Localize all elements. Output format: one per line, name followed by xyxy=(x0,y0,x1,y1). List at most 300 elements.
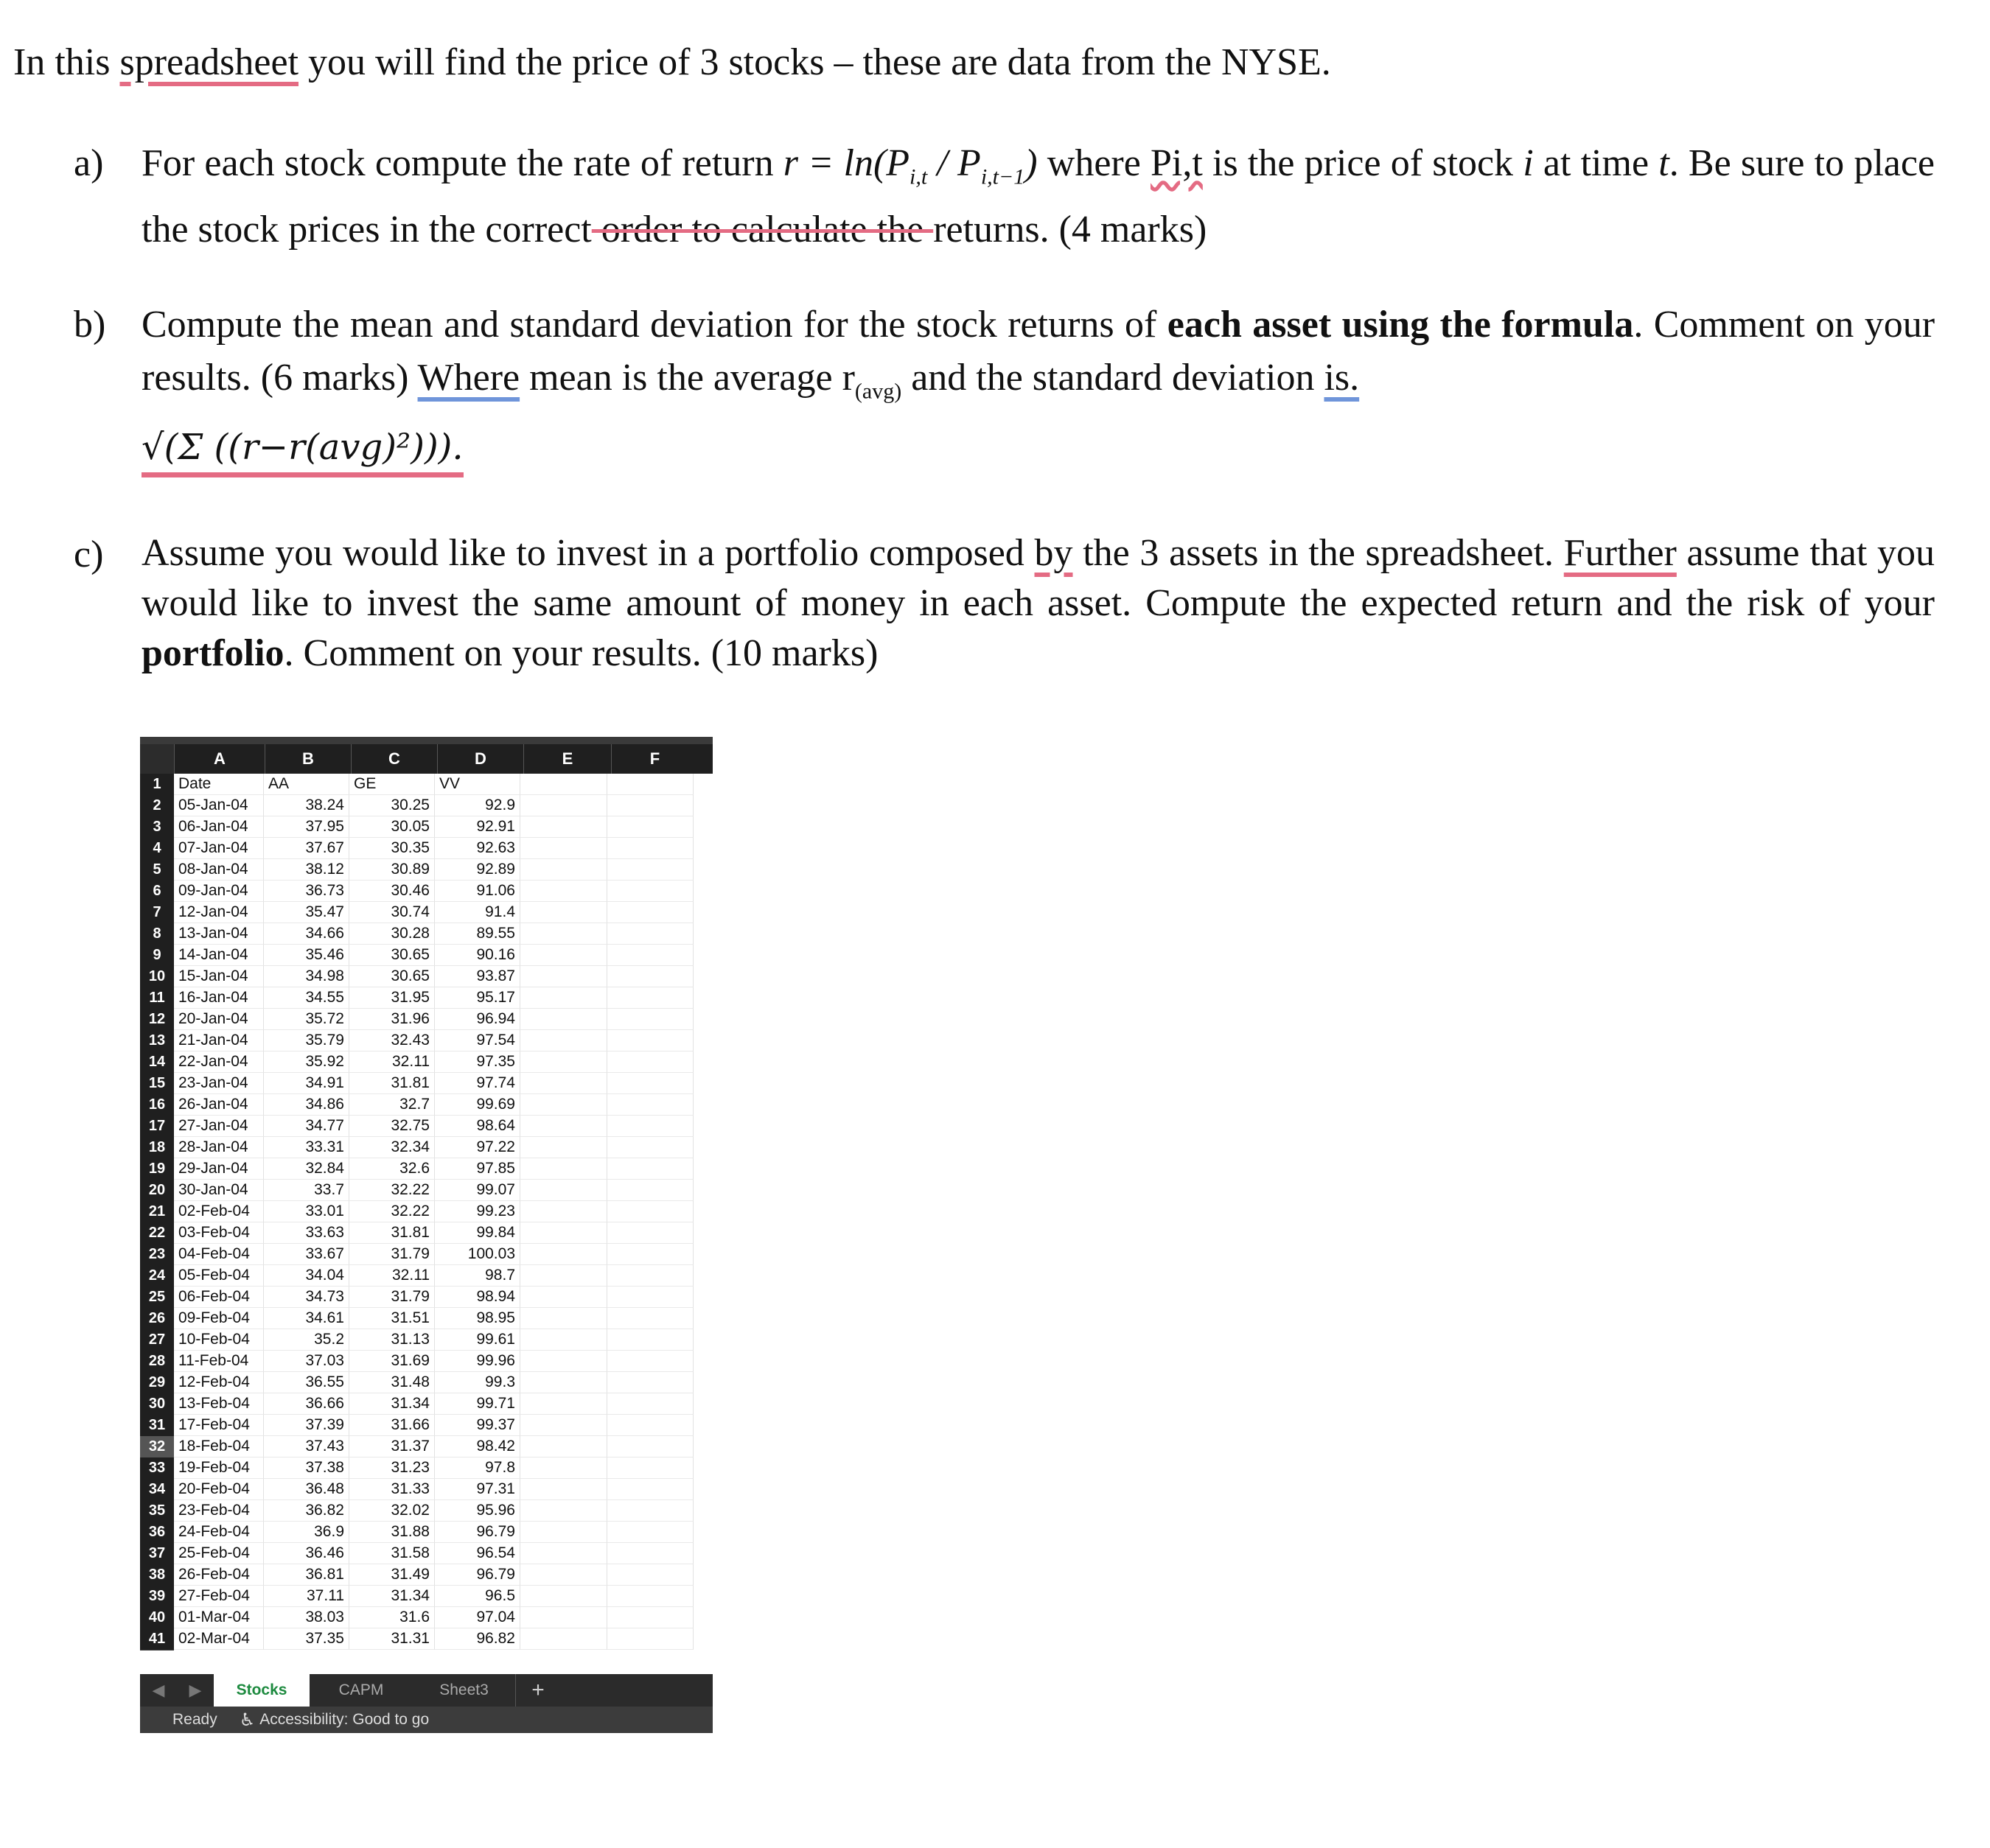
cell[interactable]: 32.02 xyxy=(349,1500,435,1522)
cell[interactable] xyxy=(607,1522,694,1543)
row-number[interactable]: 15 xyxy=(140,1073,174,1095)
cell[interactable]: 07-Jan-04 xyxy=(174,838,264,859)
row-number[interactable]: 31 xyxy=(140,1415,174,1437)
cell[interactable] xyxy=(607,1543,694,1564)
cell[interactable]: 97.22 xyxy=(435,1137,520,1158)
cell[interactable]: 99.23 xyxy=(435,1201,520,1222)
row-number[interactable]: 14 xyxy=(140,1051,174,1074)
cell[interactable]: 31.51 xyxy=(349,1308,435,1329)
cell[interactable]: 37.03 xyxy=(264,1351,349,1372)
column-header-c[interactable]: C xyxy=(352,744,438,774)
cell[interactable] xyxy=(520,774,607,795)
cell[interactable] xyxy=(520,1586,607,1607)
cell[interactable] xyxy=(520,1500,607,1522)
cell[interactable]: 90.16 xyxy=(435,945,520,966)
cell[interactable]: 31.48 xyxy=(349,1372,435,1393)
cell[interactable]: 33.7 xyxy=(264,1180,349,1201)
cell[interactable]: 96.82 xyxy=(435,1628,520,1650)
cell[interactable]: 31.34 xyxy=(349,1393,435,1415)
row-number[interactable]: 39 xyxy=(140,1586,174,1608)
cell[interactable]: 30-Jan-04 xyxy=(174,1180,264,1201)
cell[interactable]: 34.73 xyxy=(264,1287,349,1308)
cell[interactable] xyxy=(520,1607,607,1628)
row-number[interactable]: 20 xyxy=(140,1180,174,1202)
cell[interactable]: 29-Jan-04 xyxy=(174,1158,264,1180)
cell[interactable]: 32.34 xyxy=(349,1137,435,1158)
row-number[interactable]: 26 xyxy=(140,1308,174,1330)
cell[interactable]: 24-Feb-04 xyxy=(174,1522,264,1543)
cell[interactable]: 36.48 xyxy=(264,1479,349,1500)
cell[interactable]: 31.31 xyxy=(349,1628,435,1650)
cell[interactable]: 93.87 xyxy=(435,966,520,987)
cell[interactable] xyxy=(520,1158,607,1180)
cell[interactable]: 97.54 xyxy=(435,1030,520,1051)
cell[interactable]: 91.4 xyxy=(435,902,520,923)
row-number[interactable]: 1 xyxy=(140,774,174,796)
cell[interactable]: 31.66 xyxy=(349,1415,435,1436)
cell[interactable]: 16-Jan-04 xyxy=(174,987,264,1009)
cell[interactable] xyxy=(607,1436,694,1457)
row-number[interactable]: 5 xyxy=(140,859,174,881)
select-all-corner[interactable] xyxy=(140,744,175,774)
scroll-tabs-left-icon[interactable]: ◀ xyxy=(152,1681,165,1699)
cell[interactable]: 34.77 xyxy=(264,1116,349,1137)
cell[interactable] xyxy=(607,1351,694,1372)
cell[interactable]: 34.98 xyxy=(264,966,349,987)
cell[interactable]: 31.58 xyxy=(349,1543,435,1564)
row-number[interactable]: 3 xyxy=(140,816,174,839)
cell[interactable]: 31.33 xyxy=(349,1479,435,1500)
cell[interactable]: 30.65 xyxy=(349,966,435,987)
cell[interactable]: 30.25 xyxy=(349,795,435,816)
cell[interactable] xyxy=(520,1244,607,1265)
tab-sheet3[interactable]: Sheet3 xyxy=(413,1674,516,1707)
cell[interactable]: 21-Jan-04 xyxy=(174,1030,264,1051)
cell[interactable] xyxy=(607,859,694,881)
cell[interactable] xyxy=(607,1287,694,1308)
cell[interactable]: 02-Feb-04 xyxy=(174,1201,264,1222)
cell[interactable]: 97.85 xyxy=(435,1158,520,1180)
cell[interactable]: 06-Feb-04 xyxy=(174,1287,264,1308)
cell[interactable] xyxy=(607,1457,694,1479)
cell[interactable]: 32.22 xyxy=(349,1180,435,1201)
cell[interactable] xyxy=(520,1372,607,1393)
cell[interactable]: 30.46 xyxy=(349,881,435,902)
column-header-e[interactable]: E xyxy=(524,744,612,774)
cell[interactable] xyxy=(520,1436,607,1457)
cell[interactable]: 96.54 xyxy=(435,1543,520,1564)
row-number[interactable]: 40 xyxy=(140,1607,174,1629)
cell[interactable] xyxy=(520,1351,607,1372)
cell[interactable]: 31.88 xyxy=(349,1522,435,1543)
cell[interactable]: 13-Jan-04 xyxy=(174,923,264,945)
cell[interactable]: 33.67 xyxy=(264,1244,349,1265)
cell[interactable]: 99.37 xyxy=(435,1415,520,1436)
cell[interactable]: 30.65 xyxy=(349,945,435,966)
cell[interactable] xyxy=(607,1094,694,1116)
column-header-f[interactable]: F xyxy=(649,749,660,768)
cell[interactable]: 34.04 xyxy=(264,1265,349,1287)
cell[interactable] xyxy=(607,1329,694,1351)
cell[interactable]: 36.66 xyxy=(264,1393,349,1415)
row-number[interactable]: 6 xyxy=(140,881,174,903)
cell[interactable]: 26-Feb-04 xyxy=(174,1564,264,1586)
cell[interactable] xyxy=(520,1457,607,1479)
cell[interactable] xyxy=(520,816,607,838)
cell[interactable]: 31.49 xyxy=(349,1564,435,1586)
cell[interactable]: 09-Jan-04 xyxy=(174,881,264,902)
add-sheet-button[interactable]: + xyxy=(531,1678,545,1702)
cell[interactable]: 98.42 xyxy=(435,1436,520,1457)
cell[interactable]: 27-Feb-04 xyxy=(174,1586,264,1607)
cell[interactable]: 96.79 xyxy=(435,1564,520,1586)
cell[interactable] xyxy=(607,1073,694,1094)
row-number[interactable]: 27 xyxy=(140,1329,174,1351)
cell[interactable] xyxy=(607,1201,694,1222)
cell[interactable] xyxy=(520,1543,607,1564)
cell[interactable]: 35.79 xyxy=(264,1030,349,1051)
cell[interactable]: 97.74 xyxy=(435,1073,520,1094)
cell[interactable]: 37.38 xyxy=(264,1457,349,1479)
cell[interactable]: 02-Mar-04 xyxy=(174,1628,264,1650)
cell[interactable] xyxy=(520,1222,607,1244)
cell[interactable] xyxy=(520,902,607,923)
cell[interactable]: 33.63 xyxy=(264,1222,349,1244)
cell[interactable]: 99.07 xyxy=(435,1180,520,1201)
cell[interactable]: 09-Feb-04 xyxy=(174,1308,264,1329)
cell[interactable] xyxy=(520,1308,607,1329)
cell[interactable]: 31.34 xyxy=(349,1586,435,1607)
cell[interactable]: 27-Jan-04 xyxy=(174,1116,264,1137)
cell[interactable]: 37.95 xyxy=(264,816,349,838)
cell[interactable]: 34.55 xyxy=(264,987,349,1009)
cell[interactable]: 14-Jan-04 xyxy=(174,945,264,966)
row-number[interactable]: 35 xyxy=(140,1500,174,1522)
row-number[interactable]: 34 xyxy=(140,1479,174,1501)
row-number[interactable]: 25 xyxy=(140,1287,174,1309)
column-header-a[interactable]: A xyxy=(175,744,265,774)
row-number[interactable]: 29 xyxy=(140,1372,174,1394)
cell[interactable]: 30.35 xyxy=(349,838,435,859)
cell[interactable]: 23-Feb-04 xyxy=(174,1500,264,1522)
cell[interactable]: 33.01 xyxy=(264,1201,349,1222)
cell[interactable]: 99.3 xyxy=(435,1372,520,1393)
accessibility-icon[interactable]: ♿ xyxy=(239,1709,256,1730)
cell[interactable] xyxy=(520,795,607,816)
cell[interactable]: 96.79 xyxy=(435,1522,520,1543)
cell[interactable]: 100.03 xyxy=(435,1244,520,1265)
row-number[interactable]: 30 xyxy=(140,1393,174,1415)
cell[interactable]: 89.55 xyxy=(435,923,520,945)
cell[interactable]: 30.05 xyxy=(349,816,435,838)
cell[interactable]: 36.81 xyxy=(264,1564,349,1586)
cell[interactable] xyxy=(520,1030,607,1051)
cell[interactable] xyxy=(607,1244,694,1265)
cell[interactable] xyxy=(520,1180,607,1201)
cell[interactable] xyxy=(607,1265,694,1287)
cell[interactable]: 99.96 xyxy=(435,1351,520,1372)
cell[interactable]: 01-Mar-04 xyxy=(174,1607,264,1628)
cell[interactable] xyxy=(520,1522,607,1543)
cell[interactable] xyxy=(520,1329,607,1351)
cell[interactable] xyxy=(520,1415,607,1436)
tab-capm[interactable]: CAPM xyxy=(338,1681,384,1698)
cell[interactable] xyxy=(520,1265,607,1287)
cell[interactable]: 97.35 xyxy=(435,1051,520,1073)
cell[interactable]: 99.84 xyxy=(435,1222,520,1244)
cell[interactable]: 38.03 xyxy=(264,1607,349,1628)
row-number[interactable]: 17 xyxy=(140,1116,174,1138)
cell[interactable] xyxy=(607,1607,694,1628)
cell[interactable]: 97.8 xyxy=(435,1457,520,1479)
cell[interactable] xyxy=(520,1116,607,1137)
cell[interactable]: 30.74 xyxy=(349,902,435,923)
cell[interactable]: GE xyxy=(349,774,435,795)
row-number[interactable]: 13 xyxy=(140,1030,174,1052)
cell[interactable]: 34.86 xyxy=(264,1094,349,1116)
cell[interactable] xyxy=(520,1287,607,1308)
cell[interactable]: 97.04 xyxy=(435,1607,520,1628)
cell[interactable] xyxy=(520,923,607,945)
cell[interactable]: 32.75 xyxy=(349,1116,435,1137)
cell[interactable]: 32.7 xyxy=(349,1094,435,1116)
cell[interactable]: 33.31 xyxy=(264,1137,349,1158)
column-header-d[interactable]: D xyxy=(438,744,524,774)
cell[interactable]: 30.28 xyxy=(349,923,435,945)
cell[interactable] xyxy=(607,1137,694,1158)
row-number[interactable]: 28 xyxy=(140,1351,174,1373)
cell[interactable]: 36.9 xyxy=(264,1522,349,1543)
cell[interactable]: 19-Feb-04 xyxy=(174,1457,264,1479)
row-number[interactable]: 10 xyxy=(140,966,174,988)
cell[interactable]: 37.43 xyxy=(264,1436,349,1457)
tab-stocks[interactable]: Stocks xyxy=(214,1674,310,1707)
cell[interactable]: 23-Jan-04 xyxy=(174,1073,264,1094)
row-number[interactable]: 33 xyxy=(140,1457,174,1480)
cell[interactable]: 95.96 xyxy=(435,1500,520,1522)
cell[interactable] xyxy=(520,1628,607,1650)
cell[interactable]: 32.84 xyxy=(264,1158,349,1180)
cell[interactable]: 36.82 xyxy=(264,1500,349,1522)
cell[interactable]: 99.71 xyxy=(435,1393,520,1415)
cell[interactable] xyxy=(520,945,607,966)
cell[interactable]: 32.11 xyxy=(349,1051,435,1073)
row-number[interactable]: 19 xyxy=(140,1158,174,1180)
cell[interactable]: 05-Feb-04 xyxy=(174,1265,264,1287)
cell[interactable]: 96.94 xyxy=(435,1009,520,1030)
cell[interactable]: 31.6 xyxy=(349,1607,435,1628)
cell[interactable]: 32.11 xyxy=(349,1265,435,1287)
cell[interactable]: 37.39 xyxy=(264,1415,349,1436)
row-number[interactable]: 22 xyxy=(140,1222,174,1245)
cell[interactable] xyxy=(607,902,694,923)
cell[interactable]: 36.73 xyxy=(264,881,349,902)
row-number[interactable]: 9 xyxy=(140,945,174,967)
cell[interactable] xyxy=(607,1308,694,1329)
cell[interactable] xyxy=(607,1628,694,1650)
cell[interactable]: 20-Jan-04 xyxy=(174,1009,264,1030)
cell[interactable]: 98.64 xyxy=(435,1116,520,1137)
cell[interactable] xyxy=(607,966,694,987)
cell[interactable]: 31.95 xyxy=(349,987,435,1009)
cell[interactable]: 95.17 xyxy=(435,987,520,1009)
cell[interactable] xyxy=(520,1137,607,1158)
row-number[interactable]: 7 xyxy=(140,902,174,924)
cell[interactable]: 31.79 xyxy=(349,1287,435,1308)
cell[interactable]: 31.81 xyxy=(349,1073,435,1094)
cell[interactable]: 98.95 xyxy=(435,1308,520,1329)
cell[interactable]: 99.61 xyxy=(435,1329,520,1351)
cell[interactable]: 10-Feb-04 xyxy=(174,1329,264,1351)
cell[interactable] xyxy=(520,1564,607,1586)
cell[interactable] xyxy=(520,859,607,881)
cell[interactable]: 08-Jan-04 xyxy=(174,859,264,881)
row-number[interactable]: 18 xyxy=(140,1137,174,1159)
cell[interactable] xyxy=(520,1073,607,1094)
cell[interactable] xyxy=(607,1500,694,1522)
cell[interactable]: 38.12 xyxy=(264,859,349,881)
cell[interactable]: 35.72 xyxy=(264,1009,349,1030)
row-number[interactable]: 38 xyxy=(140,1564,174,1586)
cell[interactable]: 37.35 xyxy=(264,1628,349,1650)
cell[interactable] xyxy=(607,923,694,945)
cell[interactable]: 98.94 xyxy=(435,1287,520,1308)
cell[interactable]: 36.55 xyxy=(264,1372,349,1393)
cell[interactable] xyxy=(520,1393,607,1415)
cell[interactable] xyxy=(607,816,694,838)
cell[interactable]: 04-Feb-04 xyxy=(174,1244,264,1265)
cell[interactable]: 32.6 xyxy=(349,1158,435,1180)
cell[interactable] xyxy=(520,838,607,859)
cell[interactable]: 99.69 xyxy=(435,1094,520,1116)
cell[interactable] xyxy=(607,1116,694,1137)
cell[interactable]: 36.46 xyxy=(264,1543,349,1564)
row-number[interactable]: 41 xyxy=(140,1628,174,1651)
cell[interactable]: 31.79 xyxy=(349,1244,435,1265)
row-number[interactable]: 12 xyxy=(140,1009,174,1031)
cell[interactable]: 37.67 xyxy=(264,838,349,859)
cell[interactable] xyxy=(607,795,694,816)
cell[interactable]: 28-Jan-04 xyxy=(174,1137,264,1158)
cell[interactable]: 92.63 xyxy=(435,838,520,859)
cell[interactable] xyxy=(520,1201,607,1222)
cell[interactable] xyxy=(607,1051,694,1073)
cell[interactable]: 34.66 xyxy=(264,923,349,945)
cell[interactable] xyxy=(520,1051,607,1073)
cell[interactable]: 15-Jan-04 xyxy=(174,966,264,987)
cell[interactable] xyxy=(607,881,694,902)
cell[interactable]: 03-Feb-04 xyxy=(174,1222,264,1244)
cell[interactable]: AA xyxy=(264,774,349,795)
cell[interactable]: 31.81 xyxy=(349,1222,435,1244)
cell[interactable]: 31.37 xyxy=(349,1436,435,1457)
cell[interactable] xyxy=(607,1479,694,1500)
cell[interactable] xyxy=(520,987,607,1009)
row-number[interactable]: 16 xyxy=(140,1094,174,1116)
cell[interactable] xyxy=(607,1564,694,1586)
cell[interactable] xyxy=(520,1009,607,1030)
cell[interactable]: 35.47 xyxy=(264,902,349,923)
cell[interactable]: 98.7 xyxy=(435,1265,520,1287)
cell[interactable] xyxy=(607,1586,694,1607)
cell[interactable]: 12-Feb-04 xyxy=(174,1372,264,1393)
cell[interactable] xyxy=(607,1222,694,1244)
cell[interactable]: 26-Jan-04 xyxy=(174,1094,264,1116)
cell[interactable] xyxy=(607,1180,694,1201)
cell[interactable]: 32.43 xyxy=(349,1030,435,1051)
cell[interactable]: 35.46 xyxy=(264,945,349,966)
cell[interactable]: 92.89 xyxy=(435,859,520,881)
cell[interactable]: Date xyxy=(174,774,264,795)
cell[interactable]: 32.22 xyxy=(349,1201,435,1222)
cell[interactable]: 22-Jan-04 xyxy=(174,1051,264,1073)
row-number[interactable]: 21 xyxy=(140,1201,174,1223)
cell[interactable]: 31.96 xyxy=(349,1009,435,1030)
cell[interactable]: 92.9 xyxy=(435,795,520,816)
cell[interactable]: 31.23 xyxy=(349,1457,435,1479)
cell[interactable]: 35.2 xyxy=(264,1329,349,1351)
cell[interactable]: 13-Feb-04 xyxy=(174,1393,264,1415)
cell[interactable]: 34.61 xyxy=(264,1308,349,1329)
row-number[interactable]: 32 xyxy=(140,1436,174,1458)
cell[interactable]: 31.13 xyxy=(349,1329,435,1351)
cell[interactable]: VV xyxy=(435,774,520,795)
cell[interactable]: 20-Feb-04 xyxy=(174,1479,264,1500)
cell[interactable]: 91.06 xyxy=(435,881,520,902)
column-header-b[interactable]: B xyxy=(265,744,352,774)
cell[interactable] xyxy=(607,1030,694,1051)
cell[interactable]: 37.11 xyxy=(264,1586,349,1607)
row-number[interactable]: 4 xyxy=(140,838,174,860)
cell[interactable]: 96.5 xyxy=(435,1586,520,1607)
accessibility-status[interactable]: Accessibility: Good to go xyxy=(259,1711,430,1728)
cell[interactable] xyxy=(607,838,694,859)
row-number[interactable]: 24 xyxy=(140,1265,174,1287)
cell[interactable]: 12-Jan-04 xyxy=(174,902,264,923)
cell[interactable] xyxy=(520,881,607,902)
cell[interactable] xyxy=(520,1094,607,1116)
row-number[interactable]: 23 xyxy=(140,1244,174,1266)
cell[interactable]: 18-Feb-04 xyxy=(174,1436,264,1457)
row-number[interactable]: 8 xyxy=(140,923,174,945)
row-number[interactable]: 11 xyxy=(140,987,174,1009)
cell[interactable] xyxy=(520,1479,607,1500)
cell[interactable] xyxy=(607,1009,694,1030)
cell[interactable]: 06-Jan-04 xyxy=(174,816,264,838)
cell[interactable] xyxy=(520,966,607,987)
cell[interactable] xyxy=(607,1415,694,1436)
cell[interactable]: 11-Feb-04 xyxy=(174,1351,264,1372)
cell[interactable]: 30.89 xyxy=(349,859,435,881)
cell[interactable]: 25-Feb-04 xyxy=(174,1543,264,1564)
cell[interactable]: 34.91 xyxy=(264,1073,349,1094)
row-number[interactable]: 2 xyxy=(140,795,174,817)
cell[interactable]: 92.91 xyxy=(435,816,520,838)
cell[interactable] xyxy=(607,945,694,966)
row-number[interactable]: 36 xyxy=(140,1522,174,1544)
cell[interactable] xyxy=(607,774,694,795)
cell[interactable]: 97.31 xyxy=(435,1479,520,1500)
cell[interactable]: 31.69 xyxy=(349,1351,435,1372)
cell[interactable]: 05-Jan-04 xyxy=(174,795,264,816)
cell[interactable] xyxy=(607,987,694,1009)
cell[interactable] xyxy=(607,1372,694,1393)
cell[interactable]: 38.24 xyxy=(264,795,349,816)
cell[interactable] xyxy=(607,1158,694,1180)
row-number[interactable]: 37 xyxy=(140,1543,174,1565)
cell[interactable]: 35.92 xyxy=(264,1051,349,1073)
cell[interactable] xyxy=(607,1393,694,1415)
